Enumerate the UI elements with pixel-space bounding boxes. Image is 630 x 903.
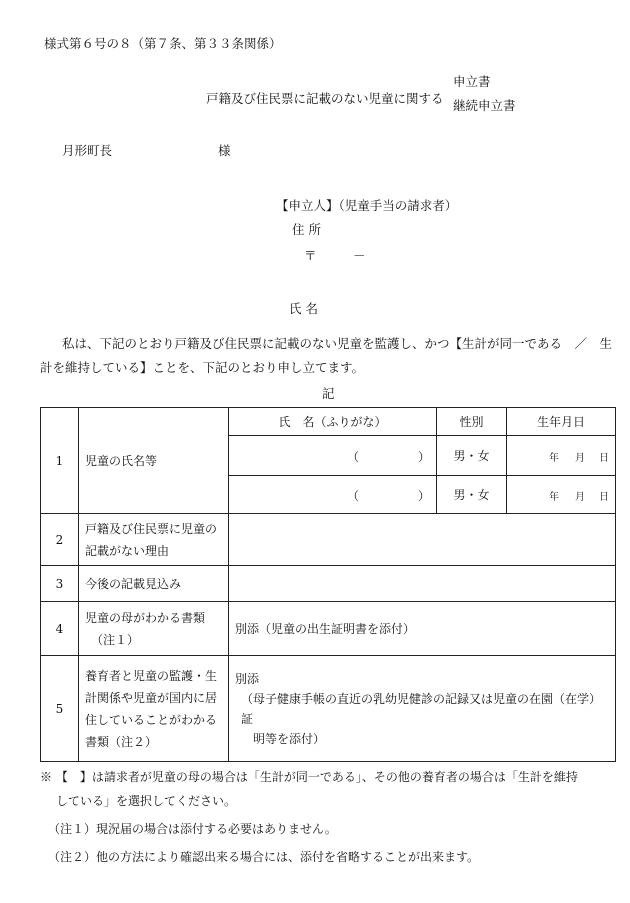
declaration-line-2: 計を維持している】ことを、下記のとおり申し立てます。 [40, 360, 365, 375]
title-option-application: 申立書 [453, 74, 491, 89]
row-2-label: 戸籍及び住民票に児童の 記載がない理由 [79, 514, 229, 566]
declaration-line-1: 私は、下記のとおり戸籍及び住民票に記載のない児童を監護し、かつ【生計が同一である ／ 生 [62, 336, 613, 351]
row-4-label: 児童の母がわかる書類 （注１） [79, 602, 229, 656]
row-5-label: 養育者と児童の監護・生 計関係や児童が国内に居 住していることがわかる 書類（注２） [79, 656, 229, 762]
row-5-number: 5 [41, 656, 79, 762]
applicant-heading: 【申立人】（児童手当の請求者） [276, 198, 458, 213]
row-4-value: 別添（児童の出生証明書を添付） [229, 602, 616, 656]
postal-dash: － [353, 248, 366, 263]
row-5-value: 別添 （母子健康手帳の直近の乳幼児健診の記録又は児童の在園（在学）証 明等を添付） [229, 656, 616, 762]
address-label: 住 所 [292, 222, 321, 237]
form-title: 戸籍及び住民票に記載のない児童に関する [206, 91, 444, 106]
child-dob-cell[interactable]: 年 月 日 [507, 436, 616, 476]
ki-heading: 記 [322, 386, 335, 401]
note-2: （注２）他の方法により確認出来る場合には、添付を省略することが出来ます。 [48, 850, 480, 864]
postal-mark: 〒 [304, 248, 317, 263]
row-3-label: 今後の記載見込み [79, 566, 229, 602]
row-4-number: 4 [41, 602, 79, 656]
row-1-label: 児童の氏名等 [79, 408, 229, 514]
child-name-cell[interactable]: （ ） [229, 436, 437, 476]
child-sex-cell[interactable]: 男・女 [437, 436, 507, 476]
child-info-table [40, 407, 616, 762]
col-header-sex: 性別 [437, 408, 507, 436]
col-header-dob: 生年月日 [507, 408, 616, 436]
row-1-number: 1 [41, 408, 79, 514]
child-sex-cell[interactable]: 男・女 [437, 476, 507, 514]
form-number: 様式第６号の８（第７条、第３３条関係） [44, 36, 282, 51]
row-2-value[interactable] [229, 514, 616, 566]
row-3-value[interactable] [229, 566, 616, 602]
note-1: （注１）現況届の場合は添付する必要はありません。 [48, 822, 337, 836]
child-dob-cell[interactable]: 年 月 日 [507, 476, 616, 514]
note-star-line-1: ※ 【 】は請求者が児童の母の場合は「生計が同一である」、その他の養育者の場合は「生計を維持 [40, 770, 578, 784]
row-2-number: 2 [41, 514, 79, 566]
row-3-number: 3 [41, 566, 79, 602]
col-header-name: 氏 名（ふりがな） [229, 408, 437, 436]
addressee-town: 月形町長 [62, 143, 113, 158]
child-name-cell[interactable]: （ ） [229, 476, 437, 514]
addressee-honorific: 様 [218, 143, 231, 158]
name-label: 氏 名 [289, 301, 318, 316]
title-option-continuation: 継続申立書 [453, 98, 516, 113]
note-star-line-2: している」を選択してください。 [56, 794, 237, 808]
